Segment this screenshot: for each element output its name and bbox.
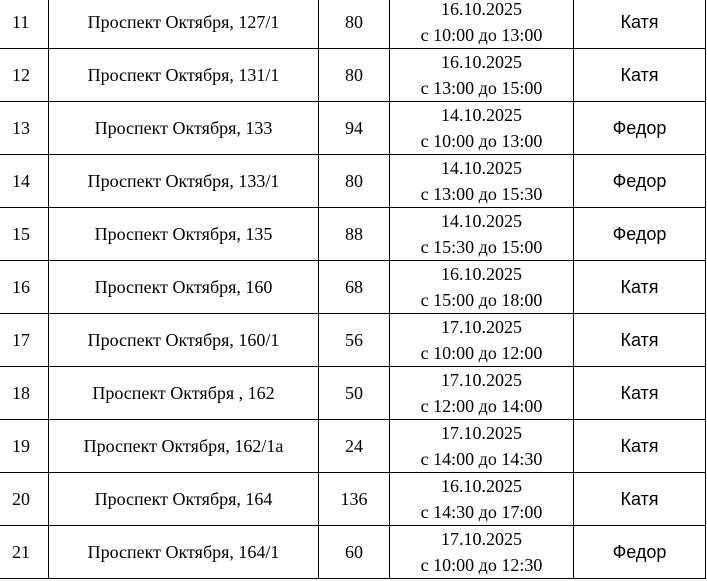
flats-cell: 24 — [319, 420, 390, 473]
person-cell: Катя — [574, 473, 706, 526]
flats-cell: 56 — [319, 314, 390, 367]
datetime-cell — [390, 0, 574, 49]
address-cell: Проспект Октября, 127/1 — [49, 0, 319, 49]
time-range-text: с 15:00 до 18:00 — [420, 290, 543, 310]
date-text: 14.10.2025 — [441, 211, 522, 231]
table-row — [0, 49, 706, 102]
time-range-text: с 13:00 до 15:30 — [420, 184, 543, 204]
datetime-cell — [390, 473, 574, 526]
person-cell: Катя — [574, 49, 706, 102]
person-cell: Катя — [574, 261, 706, 314]
person-cell: Катя — [574, 314, 706, 367]
row-number: 15 — [0, 208, 49, 261]
flats-cell: 136 — [319, 473, 390, 526]
time-range-text: с 14:00 до 14:30 — [420, 449, 543, 469]
row-number: 18 — [0, 367, 49, 420]
datetime-cell — [390, 261, 574, 314]
table-row — [0, 155, 706, 208]
table-row — [0, 314, 706, 367]
person-cell: Федор — [574, 208, 706, 261]
flats-cell: 88 — [319, 208, 390, 261]
person-cell: Федор — [574, 526, 706, 579]
table-row — [0, 102, 706, 155]
row-number: 11 — [0, 0, 49, 49]
date-text: 16.10.2025 — [441, 476, 522, 496]
date-text: 17.10.2025 — [441, 317, 522, 337]
date-text: 16.10.2025 — [441, 0, 522, 19]
flats-cell: 80 — [319, 0, 390, 49]
address-cell: Проспект Октября, 135 — [49, 208, 319, 261]
table-row — [0, 208, 706, 261]
address-cell: Проспект Октября, 133/1 — [49, 155, 319, 208]
table-row — [0, 367, 706, 420]
time-range-text: с 14:30 до 17:00 — [420, 502, 543, 522]
table-row — [0, 261, 706, 314]
datetime-cell — [390, 420, 574, 473]
address-cell: Проспект Октября, 164/1 — [49, 526, 319, 579]
time-range-text: с 10:00 до 12:30 — [420, 555, 543, 575]
date-text: 14.10.2025 — [441, 105, 522, 125]
datetime-cell — [390, 526, 574, 579]
time-range-text: с 13:00 до 15:00 — [420, 78, 543, 98]
address-cell: Проспект Октября, 162/1а — [49, 420, 319, 473]
address-cell: Проспект Октября, 164 — [49, 473, 319, 526]
date-text: 14.10.2025 — [441, 158, 522, 178]
date-text: 17.10.2025 — [441, 423, 522, 443]
address-cell: Проспект Октября, 160/1 — [49, 314, 319, 367]
date-text: 16.10.2025 — [441, 52, 522, 72]
flats-cell: 68 — [319, 261, 390, 314]
address-cell: Проспект Октября, 160 — [49, 261, 319, 314]
time-range-text: с 10:00 до 12:00 — [420, 343, 543, 363]
table-row — [0, 0, 706, 49]
person-cell: Федор — [574, 155, 706, 208]
datetime-cell — [390, 102, 574, 155]
flats-cell: 80 — [319, 49, 390, 102]
row-number: 19 — [0, 420, 49, 473]
time-range-text: с 10:00 до 13:00 — [420, 25, 543, 45]
datetime-cell — [390, 49, 574, 102]
row-number: 21 — [0, 526, 49, 579]
address-cell: Проспект Октября, 131/1 — [49, 49, 319, 102]
flats-cell: 50 — [319, 367, 390, 420]
flats-cell: 60 — [319, 526, 390, 579]
row-number: 16 — [0, 261, 49, 314]
row-number: 20 — [0, 473, 49, 526]
datetime-cell — [390, 367, 574, 420]
table-row — [0, 526, 706, 579]
row-number: 13 — [0, 102, 49, 155]
table-row — [0, 420, 706, 473]
person-cell: Катя — [574, 367, 706, 420]
date-text: 16.10.2025 — [441, 264, 522, 284]
date-text: 17.10.2025 — [441, 370, 522, 390]
address-cell: Проспект Октября, 133 — [49, 102, 319, 155]
person-cell: Катя — [574, 420, 706, 473]
datetime-cell — [390, 155, 574, 208]
datetime-cell — [390, 314, 574, 367]
row-number: 17 — [0, 314, 49, 367]
datetime-cell — [390, 208, 574, 261]
person-cell: Федор — [574, 102, 706, 155]
flats-cell: 80 — [319, 155, 390, 208]
address-cell: Проспект Октября , 162 — [49, 367, 319, 420]
person-cell: Катя — [574, 0, 706, 49]
table-row — [0, 473, 706, 526]
row-number: 14 — [0, 155, 49, 208]
time-range-text: с 15:30 до 15:00 — [420, 237, 543, 257]
time-range-text: с 10:00 до 13:00 — [420, 131, 543, 151]
flats-cell: 94 — [319, 102, 390, 155]
time-range-text: с 12:00 до 14:00 — [420, 396, 543, 416]
date-text: 17.10.2025 — [441, 529, 522, 549]
row-number: 12 — [0, 49, 49, 102]
